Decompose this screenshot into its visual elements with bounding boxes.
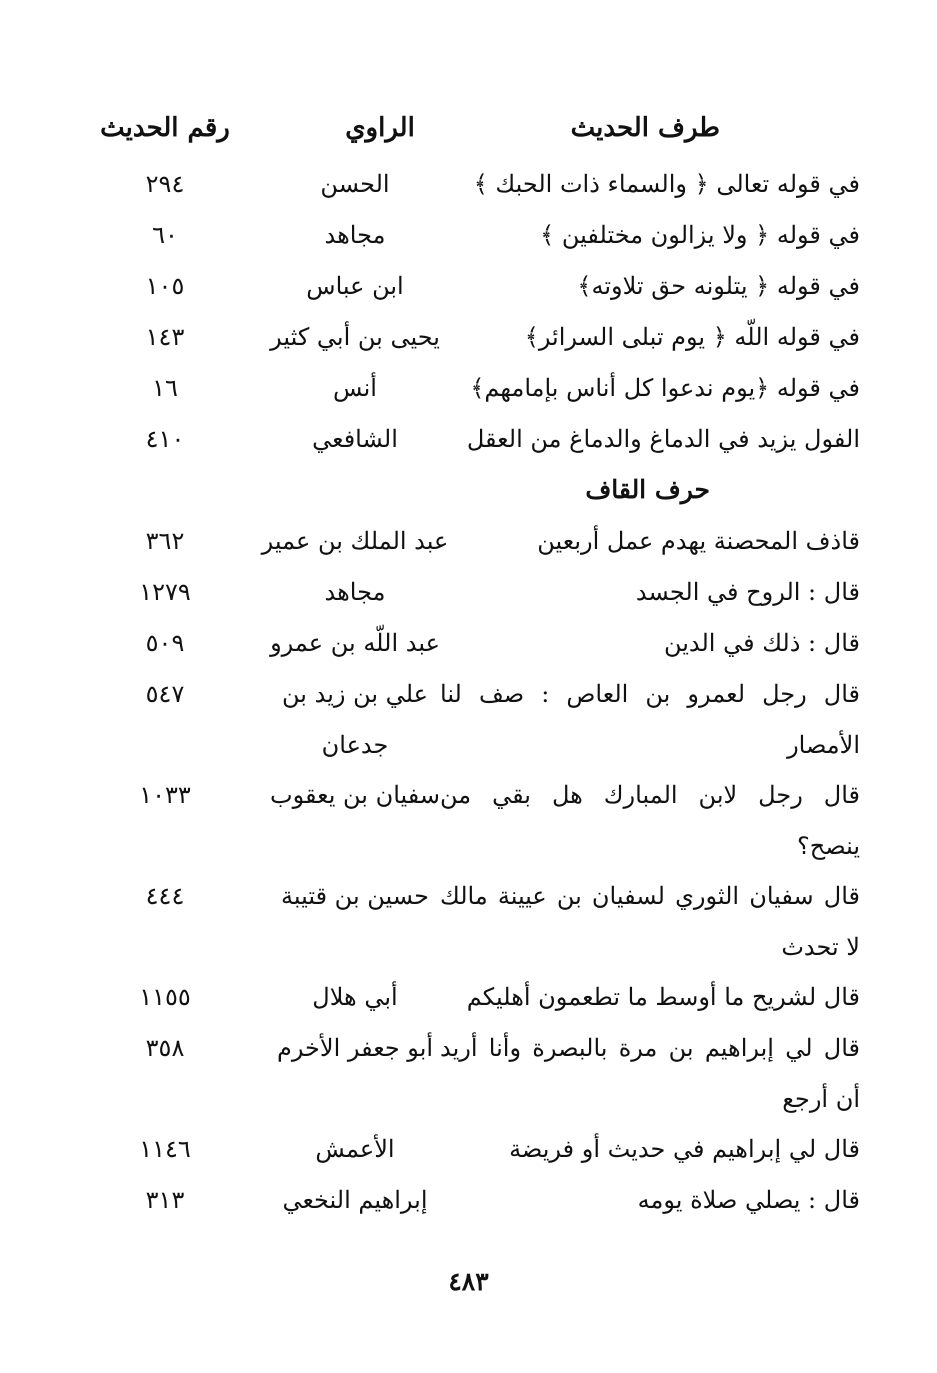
table-row	[90, 364, 860, 415]
narrator: عبد الملك بن عمير	[261, 527, 449, 555]
header-hadith-text: طرف الحديث	[570, 113, 720, 143]
hadith-index-table	[90, 160, 860, 1227]
table-row	[90, 670, 860, 721]
hadith-number: ٣١٣	[145, 1186, 185, 1214]
narrator: إبراهيم النخعي	[282, 1186, 428, 1214]
table-row	[90, 517, 860, 568]
hadith-text: الفول يزيد في الدماغ والدماغ من العقل	[466, 425, 860, 453]
table-row	[90, 1125, 860, 1176]
table-row	[90, 415, 860, 466]
narrator: مجاهد	[324, 221, 386, 249]
narrator: الشافعي	[312, 425, 398, 453]
hadith-number: ٣٦٢	[145, 527, 185, 555]
header-narrator: الراوي	[345, 113, 415, 143]
narrator: الحسن	[320, 170, 390, 198]
table-row	[90, 771, 860, 822]
hadith-text: قاذف المحصنة يهدم عمل أربعين	[537, 527, 860, 555]
table-row-continuation	[90, 1075, 860, 1125]
hadith-number: ٤١٠	[145, 425, 185, 453]
hadith-text: الأمصار	[787, 731, 860, 759]
hadith-number: ١٠٥	[145, 272, 185, 300]
narrator: عبد اللّه بن عمرو	[270, 629, 440, 657]
hadith-number: ٢٩٤	[145, 170, 185, 198]
narrator: الأعمش	[315, 1135, 395, 1163]
hadith-text: في قوله اللّه ﴿ يوم تبلى السرائر﴾	[524, 323, 860, 351]
narrator: ابن عباس	[306, 272, 404, 300]
table-row	[90, 160, 860, 211]
narrator: أنس	[333, 374, 377, 402]
table-row	[90, 211, 860, 262]
hadith-number: ١٤٣	[145, 323, 185, 351]
table-header	[90, 108, 860, 152]
narrator: سفيان بن يعقوب	[269, 781, 441, 809]
narrator: أبو جعفر الأخرم	[276, 1034, 434, 1062]
hadith-text: قال لي إبراهيم بن مرة بالبصرة وأنا أريد	[440, 1034, 860, 1062]
table-row	[90, 568, 860, 619]
table-row-continuation	[90, 822, 860, 872]
hadith-text: في قوله تعالى ﴿ والسماء ذات الحبك ﴾	[473, 170, 860, 198]
hadith-text: قال : يصلي صلاة يومه	[637, 1186, 860, 1214]
hadith-number: ١١٤٦	[139, 1135, 191, 1163]
hadith-text: قال رجل لعمرو بن العاص : صف لنا	[440, 680, 860, 708]
narrator: مجاهد	[324, 578, 386, 606]
narrator: جدعان	[321, 731, 389, 759]
table-row	[90, 1176, 860, 1227]
hadith-text: قال : الروح في الجسد	[635, 578, 860, 606]
hadith-text: أن أرجع	[782, 1085, 860, 1113]
hadith-number: ٤٤٤	[145, 882, 185, 910]
table-row-continuation	[90, 923, 860, 973]
table-row-continuation	[90, 721, 860, 771]
table-row	[90, 872, 860, 923]
hadith-number: ٣٥٨	[145, 1034, 185, 1062]
hadith-text: في قوله ﴿ ولا يزالون مختلفين ﴾	[540, 221, 860, 249]
hadith-number: ٦٠	[152, 221, 178, 249]
narrator: علي بن زيد بن	[282, 680, 428, 708]
section-title: حرف القاف	[585, 475, 710, 504]
narrator: أبي هلال	[312, 983, 398, 1011]
table-row	[90, 262, 860, 313]
section-heading-row	[90, 466, 860, 517]
narrator: حسين بن قتيبة	[280, 882, 430, 910]
narrator: يحيى بن أبي كثير	[270, 323, 440, 351]
hadith-text: في قوله ﴿يوم ندعوا كل أناس بإمامهم﴾	[470, 374, 860, 402]
hadith-text: قال سفيان الثوري لسفيان بن عيينة مالك	[440, 882, 860, 910]
page-number: ٤٨٣	[448, 1267, 489, 1296]
hadith-number: ٥٠٩	[145, 629, 185, 657]
table-row	[90, 313, 860, 364]
table-row	[90, 1024, 860, 1075]
hadith-text: قال لشريح ما أوسط ما تطعمون أهليكم	[466, 983, 860, 1011]
hadith-number: ١٦	[152, 374, 178, 402]
table-row	[90, 619, 860, 670]
header-hadith-number: رقم الحديث	[100, 113, 230, 143]
hadith-number: ٥٤٧	[145, 680, 185, 708]
hadith-number: ١١٥٥	[139, 983, 191, 1011]
hadith-text: قال لي إبراهيم في حديث أو فريضة	[509, 1135, 860, 1163]
hadith-number: ١٢٧٩	[139, 578, 191, 606]
table-row	[90, 973, 860, 1024]
hadith-text: ينصح؟	[797, 832, 860, 860]
hadith-number: ١٠٣٣	[139, 781, 191, 809]
hadith-text: لا تحدث	[781, 933, 860, 961]
hadith-text: في قوله ﴿ يتلونه حق تلاوته﴾	[577, 272, 860, 300]
hadith-text: قال رجل لابن المبارك هل بقي من	[440, 781, 860, 809]
hadith-text: قال : ذلك في الدين	[663, 629, 860, 657]
